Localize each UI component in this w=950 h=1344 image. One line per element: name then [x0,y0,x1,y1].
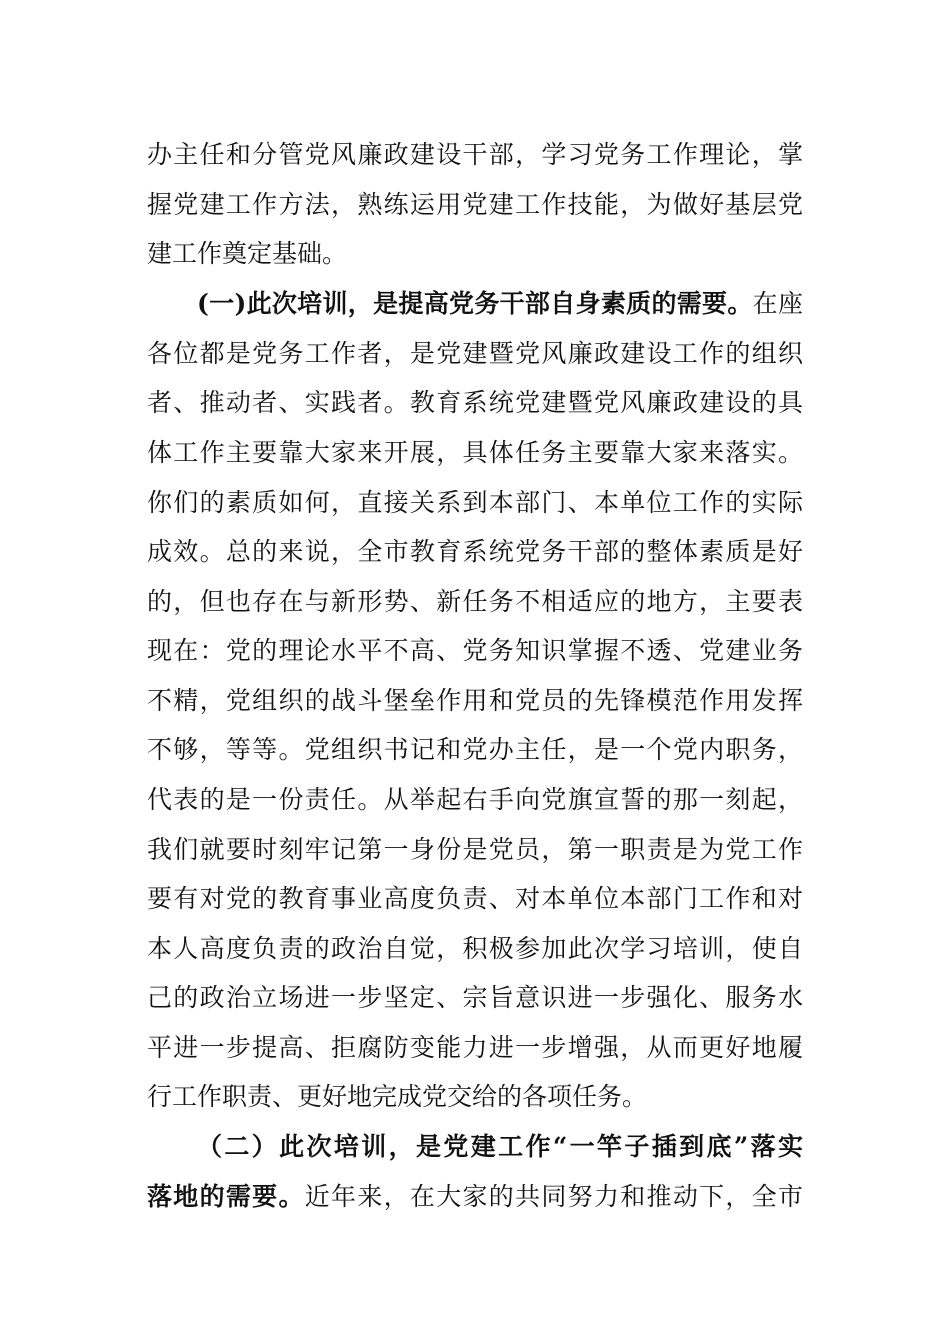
text-line: 者、推动者、实践者。教育系统党建暨党风廉政建设的具 [147,388,803,417]
text-line: 代表的是一份责任。从举起右手向党旗宣誓的那一刻起， [147,785,803,814]
text-line: 成效。总的来说，全市教育系统党务干部的整体素质是好 [147,537,803,566]
text-line: 现在：党的理论水平不高、党务知识掌握不透、党建业务 [147,636,803,665]
text-line: 不够，等等。党组织书记和党办主任，是一个党内职务， [147,735,803,764]
text-line: 你们的素质如何，直接关系到本部门、本单位工作的实际 [147,488,803,517]
text-line: 的，但也存在与新形势、新任务不相适应的地方，主要表 [147,587,803,616]
section-heading-1: (一)此次培训，是提高党务干部自身素质的需要。 [197,289,753,318]
text-line: 体工作主要靠大家来开展，具体任务主要靠大家来落实。 [147,438,803,467]
text-line: 行工作职责、更好地完成党交给的各项任务。 [147,1082,648,1111]
text-line: 办主任和分管党风廉政建设干部，学习党务工作理论，掌 [147,140,803,169]
section-heading-2-line [197,1122,803,1172]
section-heading-2: （二）此次培训，是党建工作“一竿子插到底”落实 [197,1132,803,1161]
text-line: 要有对党的教育事业高度负责、对本单位本部门工作和对 [147,884,803,913]
text-line: 己的政治立场进一步坚定、宗旨意识进一步强化、服务水 [147,983,803,1012]
text-fragment: 在座 [752,289,803,318]
section-heading-2-end: 落地的需要。 [147,1182,305,1211]
section-heading-1-line [197,279,803,329]
text-line: 平进一步提高、拒腐防变能力进一步增强，从而更好地履 [147,1033,803,1062]
text-line: 不精，党组织的战斗堡垒作用和党员的先锋模范作用发挥 [147,686,803,715]
text-line: 本人高度负责的政治自觉，积极参加此次学习培训，使自 [147,934,803,963]
text-line: 握党建工作方法，熟练运用党建工作技能，为做好基层党 [147,190,803,219]
text-line: 各位都是党务工作者，是党建暨党风廉政建设工作的组织 [147,339,803,368]
text-line: 我们就要时刻牢记第一身份是党员，第一职责是为党工作 [147,835,803,864]
section-heading-2-continuation [147,1172,803,1222]
text-fragment: 近年来，在大家的共同努力和推动下，全市 [304,1182,803,1211]
text-line: 建工作奠定基础。 [147,239,348,268]
